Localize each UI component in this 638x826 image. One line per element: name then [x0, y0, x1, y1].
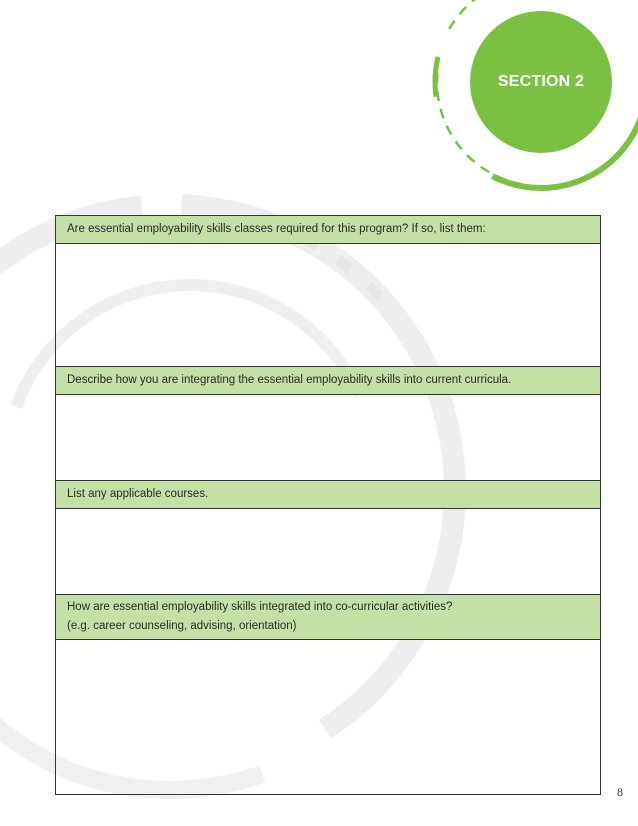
question-header-2: [56, 367, 600, 395]
question-header-4: [56, 595, 600, 640]
question-header-3: [56, 481, 600, 509]
question-text-1: Are essential employability skills classes required for this program? If so, list them:: [67, 223, 486, 235]
answer-field-3[interactable]: [56, 509, 600, 595]
question-note-4: (e.g. career counseling, advising, orientation): [67, 620, 297, 632]
answer-field-1[interactable]: [56, 244, 600, 367]
answer-field-4[interactable]: [56, 640, 600, 794]
question-text-4: How are essential employability skills integrated into co-curricular activities?: [67, 601, 453, 613]
section-badge: [470, 11, 612, 153]
section-badge-label: SECTION 2: [497, 73, 585, 90]
questionnaire-table: [55, 215, 601, 795]
answer-field-2[interactable]: [56, 395, 600, 481]
page-number: 8: [617, 785, 623, 799]
question-text-3: List any applicable courses.: [67, 488, 209, 500]
question-text-2: Describe how you are integrating the essential employability skills into current curricula.: [67, 374, 512, 386]
question-header-1: [56, 216, 600, 244]
